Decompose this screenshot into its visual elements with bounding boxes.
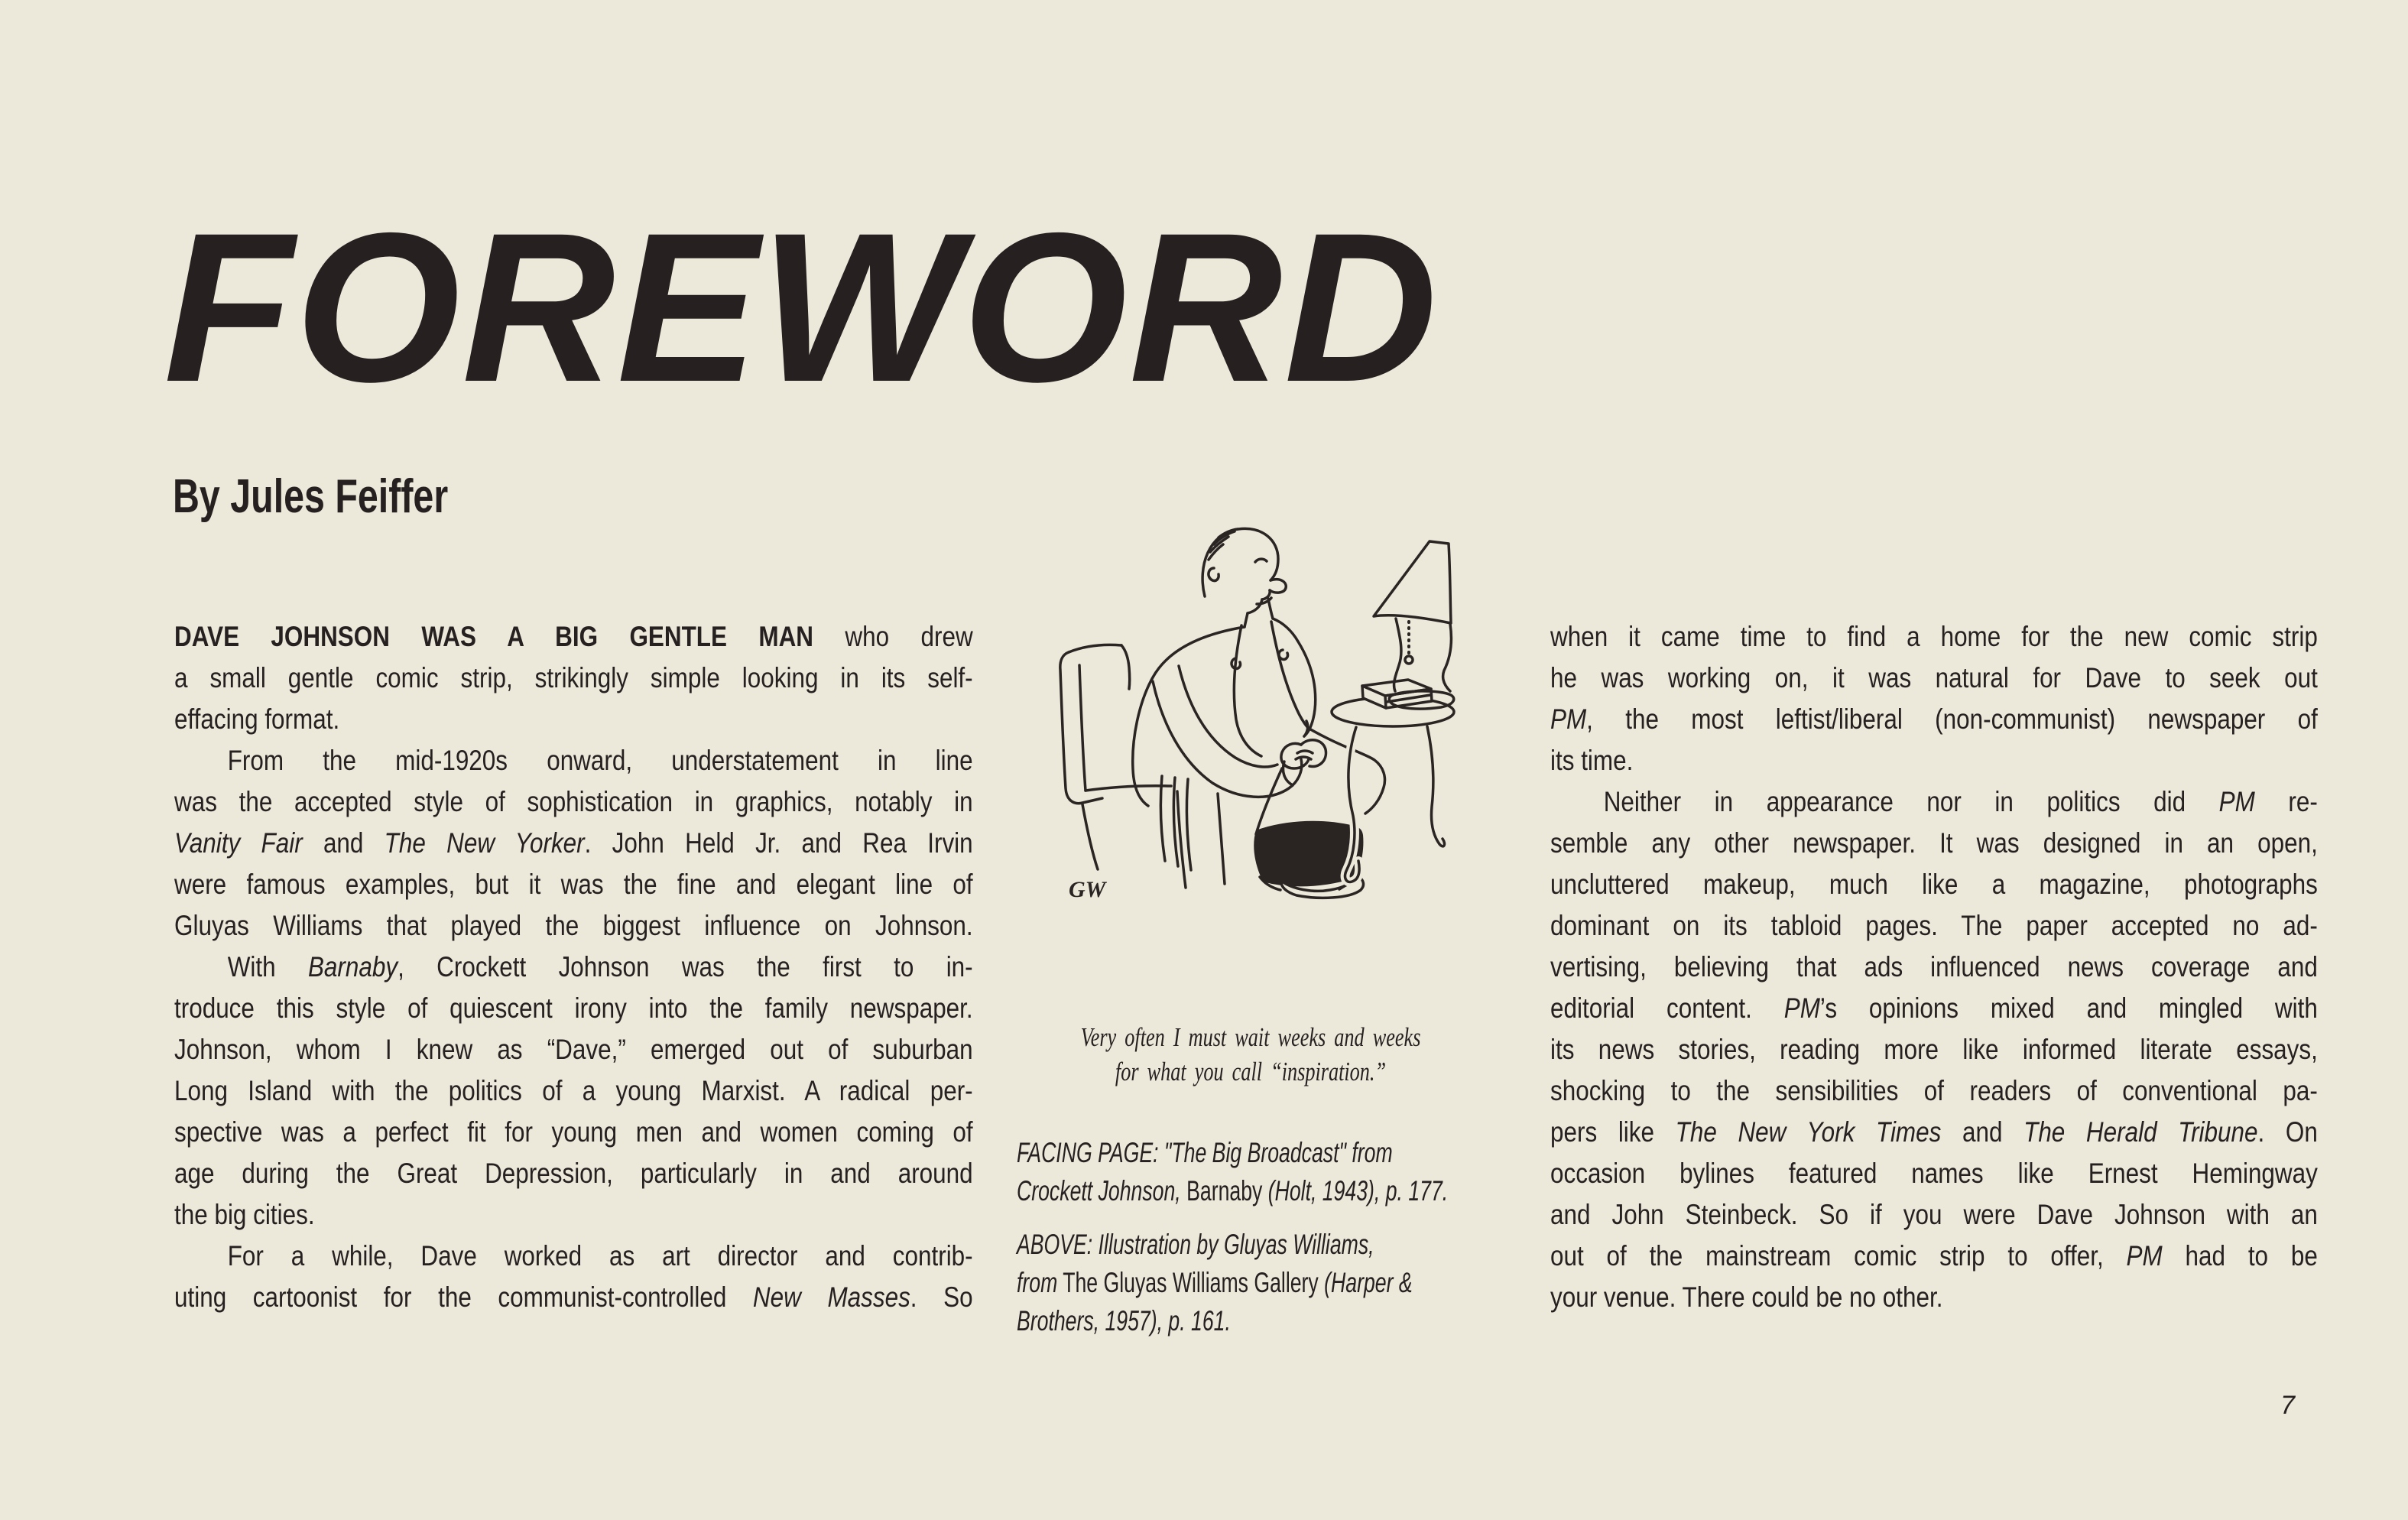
page-title: FOREWORD (164, 188, 1439, 426)
text-line: DAVE JOHNSON WAS A BIG GENTLE MAN who drew (174, 621, 973, 652)
text-line: out of the mainstream comic strip to offer, PM had to be (1550, 1240, 2318, 1272)
text-line: semble any other newspaper. It was designed in an open, (1550, 827, 2318, 859)
text-line: editorial content. PM’s opinions mixed and mingled with (1550, 992, 2318, 1024)
text-line: were famous examples, but it was the fine and elegant line of (174, 869, 973, 900)
text-line: vertising, believing that ads influenced news coverage and (1550, 951, 2318, 982)
seated-man (1133, 528, 1385, 898)
text-line: From the mid-1920s onward, understatement in line (227, 745, 973, 776)
text-line: spective was a perfect fit for young men and women coming of (174, 1116, 973, 1148)
text-line: Vanity Fair and The New Yorker. John Held Jr. and Rea Irvin (174, 827, 973, 859)
text-line: he was working on, it was natural for Dave to seek out (1550, 662, 2318, 693)
text-line: for what you call “inspiration.” (1115, 1057, 1387, 1086)
text-line: your venue. There could be no other. (1550, 1281, 1943, 1313)
text-line: ABOVE: Illustration by Gluyas Williams, (1017, 1229, 1374, 1260)
text-line: pers like The New York Times and The Herald Tribune. On (1550, 1116, 2318, 1148)
text-line: Long Island with the politics of a young Marxist. A radical per- (174, 1075, 973, 1106)
illustration-caption (1050, 1020, 1452, 1089)
text-line: effacing format. (174, 703, 340, 735)
text-line: was the accepted style of sophistication in graphics, notably in (174, 786, 973, 817)
gluyas-williams-illustration (1055, 524, 1460, 906)
text-line: Neither in appearance nor in politics did PM re- (1603, 786, 2318, 817)
text-line: and John Steinbeck. So if you were Dave Johnson with an (1550, 1199, 2318, 1230)
credit-facing-page (1017, 1134, 1534, 1210)
text-line: from The Gluyas Williams Gallery (Harper & (1017, 1267, 1413, 1298)
chair (1060, 645, 1225, 888)
text-line: shocking to the sensibilities of readers of conventional pa- (1550, 1075, 2318, 1106)
text-line: With Barnaby, Crockett Johnson was the first to in- (227, 951, 973, 982)
text-line: occasion bylines featured names like Ernest Hemingway (1550, 1158, 2318, 1189)
text-line: uting cartoonist for the communist-controlled New Masses. So (174, 1281, 973, 1313)
credit-above (1017, 1226, 1534, 1340)
text-line: Johnson, whom I knew as “Dave,” emerged out of suburban (174, 1034, 973, 1065)
text-line: the big cities. (174, 1199, 315, 1230)
text-line: when it came time to find a home for the new comic strip (1550, 621, 2318, 652)
text-line: Very often I must wait weeks and weeks (1080, 1022, 1421, 1052)
text-line: its time. (1550, 745, 1634, 776)
body-column-left (174, 616, 973, 1318)
text-line: PM, the most leftist/liberal (non-communist) newspaper of (1550, 703, 2318, 735)
body-column-right (1550, 616, 2318, 1318)
text-line: Crockett Johnson, Barnaby (Holt, 1943), p. 177. (1017, 1175, 1449, 1207)
text-line: age during the Great Depression, particularly in and around (174, 1158, 973, 1189)
text-line: Brothers, 1957), p. 161. (1017, 1305, 1231, 1336)
text-line: Gluyas Williams that played the biggest influence on Johnson. (174, 910, 973, 941)
text-line: uncluttered makeup, much like a magazine, photographs (1550, 869, 2318, 900)
text-line: troduce this style of quiescent irony into the family newspaper. (174, 992, 973, 1024)
text-line: a small gentle comic strip, strikingly simple looking in its self- (174, 662, 973, 693)
text-line: For a while, Dave worked as art director and contrib- (227, 1240, 973, 1272)
text-line: FACING PAGE: "The Big Broadcast" from (1017, 1137, 1393, 1168)
page-number: 7 (2280, 1391, 2295, 1420)
artist-signature: GW (1069, 877, 1106, 902)
text-line: its news stories, reading more like informed literate essays, (1550, 1034, 2318, 1065)
byline: By Jules Feiffer (173, 470, 449, 523)
text-line: dominant on its tabloid pages. The paper accepted no ad- (1550, 910, 2318, 941)
side-table (1332, 697, 1454, 882)
